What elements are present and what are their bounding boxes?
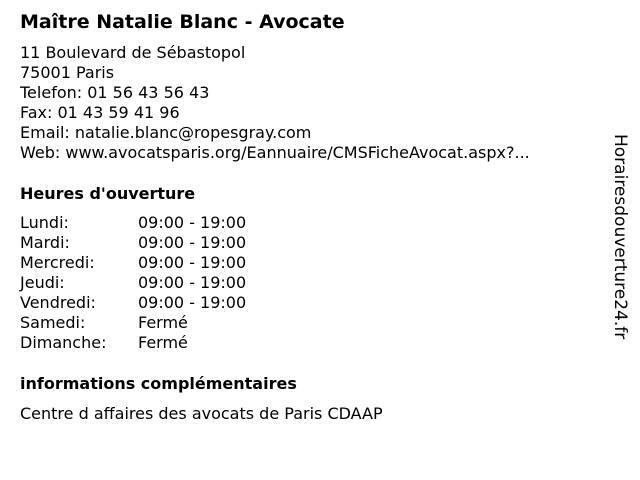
day-label: Dimanche:	[20, 333, 107, 352]
email-address: Email: natalie.blanc@ropesgray.com	[20, 123, 312, 142]
day-hours: 09:00 - 19:00	[138, 293, 247, 312]
additional-info-heading: informations complémentaires	[20, 374, 297, 393]
hours-row-friday	[20, 293, 246, 313]
hours-row-monday	[20, 213, 246, 233]
day-label: Mardi:	[20, 233, 70, 252]
page-title: Maître Natalie Blanc - Avocate	[20, 11, 345, 33]
day-hours: Fermé	[138, 333, 188, 352]
fax-number: Fax: 01 43 59 41 96	[20, 103, 180, 122]
hours-row-wednesday	[20, 253, 246, 273]
website-link[interactable]: Web: www.avocatsparis.org/Eannuaire/CMSFicheAvocat.aspx?...	[20, 143, 530, 162]
site-watermark	[600, 134, 640, 370]
phone-number: Telefon: 01 56 43 56 43	[20, 83, 210, 102]
hours-row-sunday	[20, 333, 246, 353]
address-street: 11 Boulevard de Sébastopol	[20, 43, 246, 62]
day-label: Jeudi:	[20, 273, 65, 292]
contact-block	[20, 43, 600, 163]
hours-row-saturday	[20, 313, 246, 333]
opening-hours-heading: Heures d'ouverture	[20, 184, 196, 203]
day-hours: 09:00 - 19:00	[138, 273, 247, 292]
watermark-text: Horairesdouverture24.fr	[610, 134, 630, 340]
additional-info-text: Centre d affaires des avocats de Paris CDAAP	[20, 404, 383, 423]
opening-hours-table	[20, 213, 246, 353]
day-label: Lundi:	[20, 213, 69, 232]
day-label: Mercredi:	[20, 253, 95, 272]
hours-row-thursday	[20, 273, 246, 293]
day-hours: 09:00 - 19:00	[138, 233, 247, 252]
hours-row-tuesday	[20, 233, 246, 253]
day-label: Samedi:	[20, 313, 86, 332]
day-hours: 09:00 - 19:00	[138, 213, 247, 232]
day-label: Vendredi:	[20, 293, 96, 312]
day-hours: 09:00 - 19:00	[138, 253, 247, 272]
day-hours: Fermé	[138, 313, 188, 332]
address-city: 75001 Paris	[20, 63, 115, 82]
